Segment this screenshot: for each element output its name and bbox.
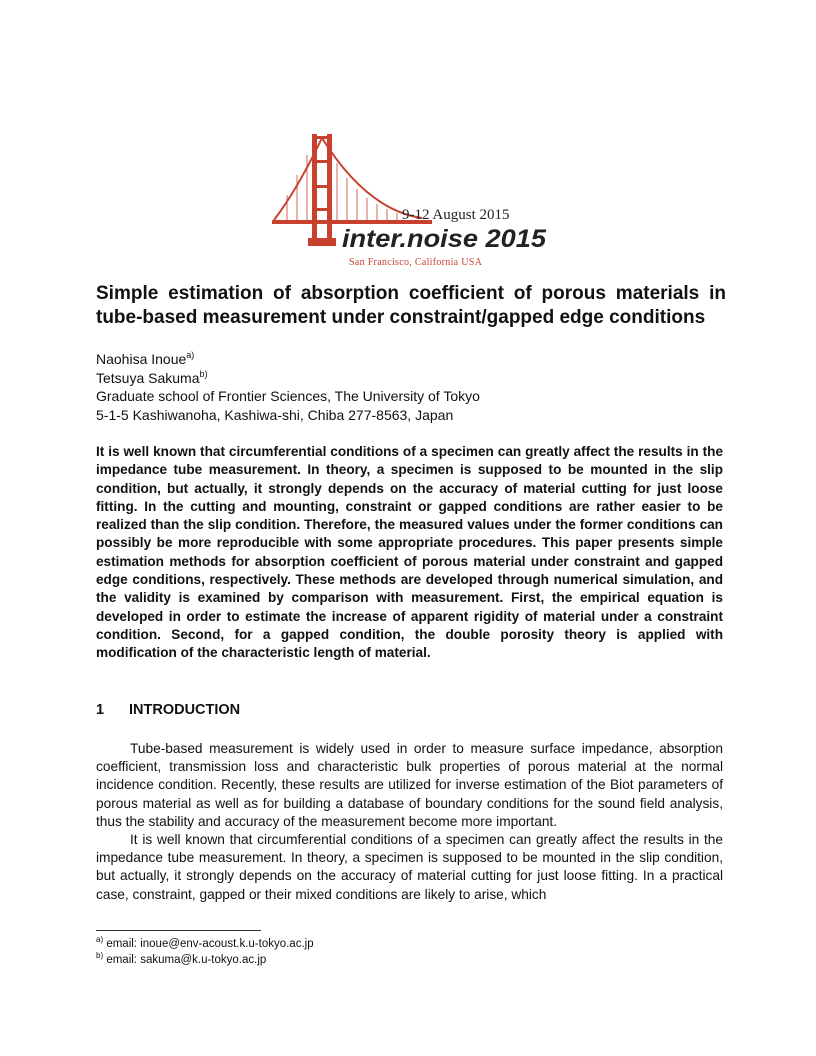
footnote-mark: b) (96, 951, 104, 960)
footnotes (96, 936, 314, 968)
paragraph: It is well known that circumferential conditions of a specimen can greatly affect the results in the impedance tube measurement. In theory, a specimen is supposed to be mounted in the slip condition, but actually, it strongly depends on the accuracy of material cutting for just loose fitting. In a practical case, constraint, gapped or their mixed conditions are likely to arise, which (96, 832, 723, 902)
conference-logo (272, 130, 552, 270)
author-name: Naohisa Inoue (96, 351, 187, 367)
conference-location: San Francisco, California USA (349, 257, 483, 268)
footnote-mark: a) (96, 935, 104, 944)
section-title: INTRODUCTION (129, 702, 241, 718)
author-name: Tetsuya Sakuma (96, 369, 200, 386)
footnote (96, 936, 314, 952)
paragraph: Tube-based measurement is widely used in order to measure surface impedance, absorption coefficient, transmission loss and characteristic bulk properties of porous material at the normal incidence condition. Recently, these results are utilized for inverse estimation of the Biot parameters of porous material as well as for building a database of boundary conditions for the sound field analysis, thus the stability and accuracy of the measurement become more important. (96, 741, 723, 829)
footnote-mark: a) (186, 350, 195, 360)
section-number: 1 (96, 702, 105, 718)
conference-brand: inter.noise 2015 (342, 225, 548, 253)
paper-title: Simple estimation of absorption coefficient of porous materials in tube-based measurement under constraint/gapped edge conditions (96, 283, 726, 328)
body-text (96, 740, 723, 904)
footnote-text: email: sakuma@k.u-tokyo.ac.jp (106, 954, 267, 966)
abstract: It is well known that circumferential conditions of a specimen can greatly affect the results in the impedance tube measurement. In theory, a specimen is supposed to be mounted in the slip condition, but actually, it strongly depends on the accuracy of material cutting for just loose fitting. In the cutting and mounting, constraint or gapped conditions are rather easier to be realized than the slip condition. Therefore, the measured values under the former conditions can possibly be more reproducible with some appropriate procedures. This paper presents simple estimation methods for absorption coefficient of porous material under constraint and gapped edge conditions, respectively. These methods are developed through numerical simulation, and the validity is examined by comparison with measurement. First, the empirical equation is developed in order to estimate the increase of apparent rigidity of material under a constraint condition. Second, for a gapped condition, the double porosity theory is applied with modification of the characteristic length of material. (96, 444, 723, 661)
author-line (96, 350, 480, 369)
affiliation: Graduate school of Frontier Sciences, The University of Tokyo (96, 388, 480, 404)
footnote-text: email: inoue@env-acoust.k.u-tokyo.ac.jp (106, 938, 314, 950)
footnote (96, 952, 314, 968)
address: 5-1-5 Kashiwanoha, Kashiwa-shi, Chiba 277-8563, Japan (96, 406, 454, 423)
footnote-mark: b) (199, 368, 208, 379)
footnote-rule (96, 930, 261, 931)
conference-date: 9-12 August 2015 (402, 207, 510, 223)
author-line (96, 369, 480, 388)
section-heading (96, 702, 240, 718)
author-block (96, 350, 480, 424)
